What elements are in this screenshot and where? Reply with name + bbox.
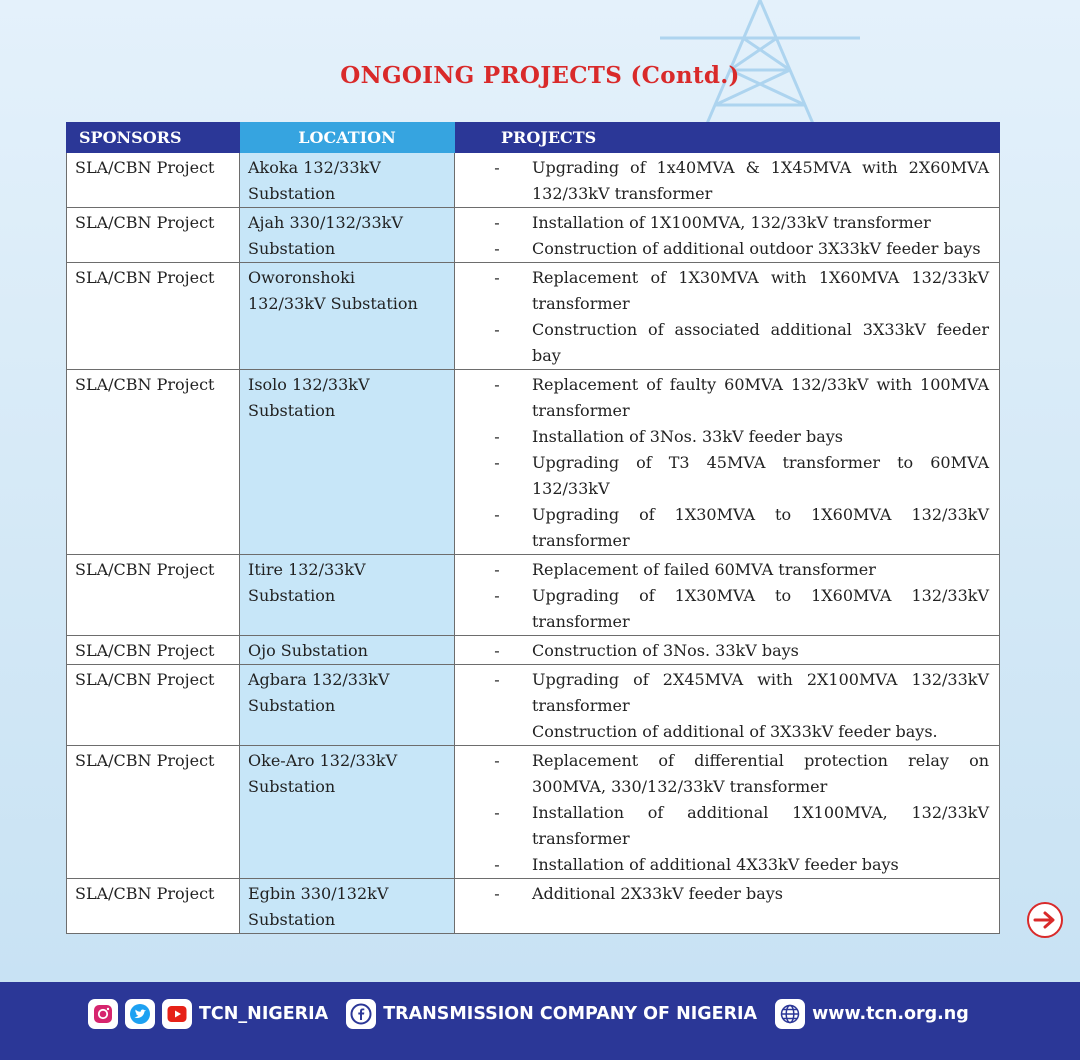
header-projects: PROJECTS <box>455 123 1000 153</box>
project-item <box>491 638 989 664</box>
location-line: 132/33kV Substation <box>248 294 418 313</box>
project-text: Construction of additional outdoor 3X33kV feeder bays <box>532 239 981 258</box>
project-text: Upgrading of 2X45MVA with 2X100MVA 132/33kV transformer <box>532 670 989 715</box>
location-cell <box>240 879 455 934</box>
sponsor-cell: SLA/CBN Project <box>67 263 240 370</box>
project-text: Replacement of differential protection relay on 300MVA, 330/132/33kV transformer <box>532 751 989 796</box>
footer-handle[interactable]: TCN_NIGERIA <box>199 1004 329 1024</box>
sponsor-cell: SLA/CBN Project <box>67 208 240 263</box>
project-item <box>491 372 989 424</box>
dash-bullet: - <box>494 641 500 660</box>
dash-bullet: - <box>494 268 500 287</box>
project-list <box>491 372 989 554</box>
header-sponsors: SPONSORS <box>67 123 240 153</box>
location-line: Substation <box>248 777 336 796</box>
project-text: Replacement of faulty 60MVA 132/33kV with 100MVA transformer <box>532 375 989 420</box>
location-cell <box>240 665 455 746</box>
dash-bullet: - <box>494 884 500 903</box>
project-text: Installation of additional 4X33kV feeder bays <box>532 855 899 874</box>
location-line: Oke-Aro 132/33kV <box>248 751 398 770</box>
location-cell <box>240 208 455 263</box>
sponsor-cell: SLA/CBN Project <box>67 153 240 208</box>
projects-cell <box>455 370 1000 555</box>
dash-bullet: - <box>494 375 500 394</box>
project-item <box>491 557 989 583</box>
project-text: Construction of additional of 3X33kV feeder bays. <box>532 722 938 741</box>
projects-table <box>66 122 999 934</box>
dash-bullet: - <box>494 158 500 177</box>
dash-bullet: - <box>494 586 500 605</box>
project-text: Upgrading of 1X30MVA to 1X60MVA 132/33kV transformer <box>532 586 989 631</box>
location-cell <box>240 153 455 208</box>
dash-bullet: - <box>494 803 500 822</box>
location-line: Egbin 330/132kV <box>248 884 389 903</box>
location-line: Oworonshoki <box>248 268 355 287</box>
project-item <box>491 800 989 852</box>
page-title: ONGOING PROJECTS (Contd.) <box>340 62 740 89</box>
project-item <box>491 155 989 207</box>
projects-cell <box>455 263 1000 370</box>
location-line: Isolo 132/33kV <box>248 375 370 394</box>
location-line: Substation <box>248 401 336 420</box>
project-text: Upgrading of T3 45MVA transformer to 60MVA 132/33kV <box>532 453 989 498</box>
project-text: Construction of associated additional 3X33kV feeder bay <box>532 320 989 365</box>
location-line: Ajah 330/132/33kV <box>248 213 403 232</box>
project-item <box>491 317 989 369</box>
location-line: Substation <box>248 184 336 203</box>
table-row <box>67 208 1000 263</box>
project-item <box>491 667 989 719</box>
table-body <box>67 153 1000 934</box>
table-row <box>67 153 1000 208</box>
projects-cell <box>455 153 1000 208</box>
location-line: Substation <box>248 239 336 258</box>
projects-cell <box>455 879 1000 934</box>
location-cell <box>240 370 455 555</box>
projects-cell <box>455 636 1000 665</box>
project-text: Upgrading of 1x40MVA & 1X45MVA with 2X60MVA 132/33kV transformer <box>532 158 989 203</box>
project-list <box>491 210 989 262</box>
project-list <box>491 155 989 207</box>
project-item <box>491 881 989 907</box>
location-cell <box>240 636 455 665</box>
project-text: Construction of 3Nos. 33kV bays <box>532 641 799 660</box>
location-line: Substation <box>248 696 336 715</box>
sponsor-cell: SLA/CBN Project <box>67 665 240 746</box>
dash-bullet: - <box>494 453 500 472</box>
next-page-button[interactable] <box>1027 902 1063 938</box>
table-row <box>67 555 1000 636</box>
project-item <box>491 583 989 635</box>
location-line: Ojo Substation <box>248 641 368 660</box>
project-item <box>491 424 989 450</box>
table-row <box>67 665 1000 746</box>
dash-bullet: - <box>494 239 500 258</box>
project-item <box>491 748 989 800</box>
project-item <box>491 719 989 745</box>
facebook-icon[interactable] <box>346 999 376 1029</box>
dash-bullet: - <box>494 751 500 770</box>
project-list <box>491 881 989 907</box>
projects-cell <box>455 746 1000 879</box>
project-text: Installation of additional 1X100MVA, 132/33kV transformer <box>532 803 989 848</box>
dash-bullet: - <box>494 560 500 579</box>
dash-bullet: - <box>494 320 500 339</box>
project-item <box>491 450 989 502</box>
table-row <box>67 636 1000 665</box>
sponsor-cell: SLA/CBN Project <box>67 746 240 879</box>
projects-cell <box>455 555 1000 636</box>
project-text: Replacement of 1X30MVA with 1X60MVA 132/33kV transformer <box>532 268 989 313</box>
project-text: Installation of 1X100MVA, 132/33kV transformer <box>532 213 931 232</box>
globe-icon[interactable] <box>775 999 805 1029</box>
sponsor-cell: SLA/CBN Project <box>67 636 240 665</box>
project-list <box>491 667 989 745</box>
sponsor-cell: SLA/CBN Project <box>67 879 240 934</box>
arrow-right-icon <box>1033 910 1057 930</box>
location-line: Akoka 132/33kV <box>248 158 381 177</box>
projects-cell <box>455 208 1000 263</box>
project-item <box>491 236 989 262</box>
sponsor-cell: SLA/CBN Project <box>67 370 240 555</box>
header-location: LOCATION <box>240 123 455 153</box>
table-row <box>67 370 1000 555</box>
table-row <box>67 879 1000 934</box>
projects-cell <box>455 665 1000 746</box>
footer-company: TRANSMISSION COMPANY OF NIGERIA <box>383 1004 758 1024</box>
project-text: Replacement of failed 60MVA transformer <box>532 560 876 579</box>
dash-bullet: - <box>494 213 500 232</box>
table-row <box>67 263 1000 370</box>
table-header-row <box>67 123 1000 153</box>
twitter-icon[interactable] <box>125 999 155 1029</box>
footer-bar <box>0 982 1080 1060</box>
location-line: Agbara 132/33kV <box>248 670 390 689</box>
project-text: Installation of 3Nos. 33kV feeder bays <box>532 427 844 446</box>
location-line: Substation <box>248 586 336 605</box>
project-text: Additional 2X33kV feeder bays <box>532 884 783 903</box>
sponsor-cell: SLA/CBN Project <box>67 555 240 636</box>
project-item <box>491 502 989 554</box>
table-row <box>67 746 1000 879</box>
dash-bullet: - <box>494 505 500 524</box>
project-list <box>491 748 989 878</box>
footer-website[interactable]: www.tcn.org.ng <box>812 1004 969 1024</box>
project-list <box>491 638 989 664</box>
location-line: Substation <box>248 910 336 929</box>
project-list <box>491 265 989 369</box>
dash-bullet: - <box>494 855 500 874</box>
youtube-icon[interactable] <box>162 999 192 1029</box>
dash-bullet: - <box>494 670 500 689</box>
project-text: Upgrading of 1X30MVA to 1X60MVA 132/33kV transformer <box>532 505 989 550</box>
location-cell <box>240 746 455 879</box>
location-line: Itire 132/33kV <box>248 560 366 579</box>
dash-bullet: - <box>494 427 500 446</box>
location-cell <box>240 555 455 636</box>
instagram-icon[interactable] <box>88 999 118 1029</box>
project-item <box>491 852 989 878</box>
project-item <box>491 265 989 317</box>
project-list <box>491 557 989 635</box>
location-cell <box>240 263 455 370</box>
project-item <box>491 210 989 236</box>
